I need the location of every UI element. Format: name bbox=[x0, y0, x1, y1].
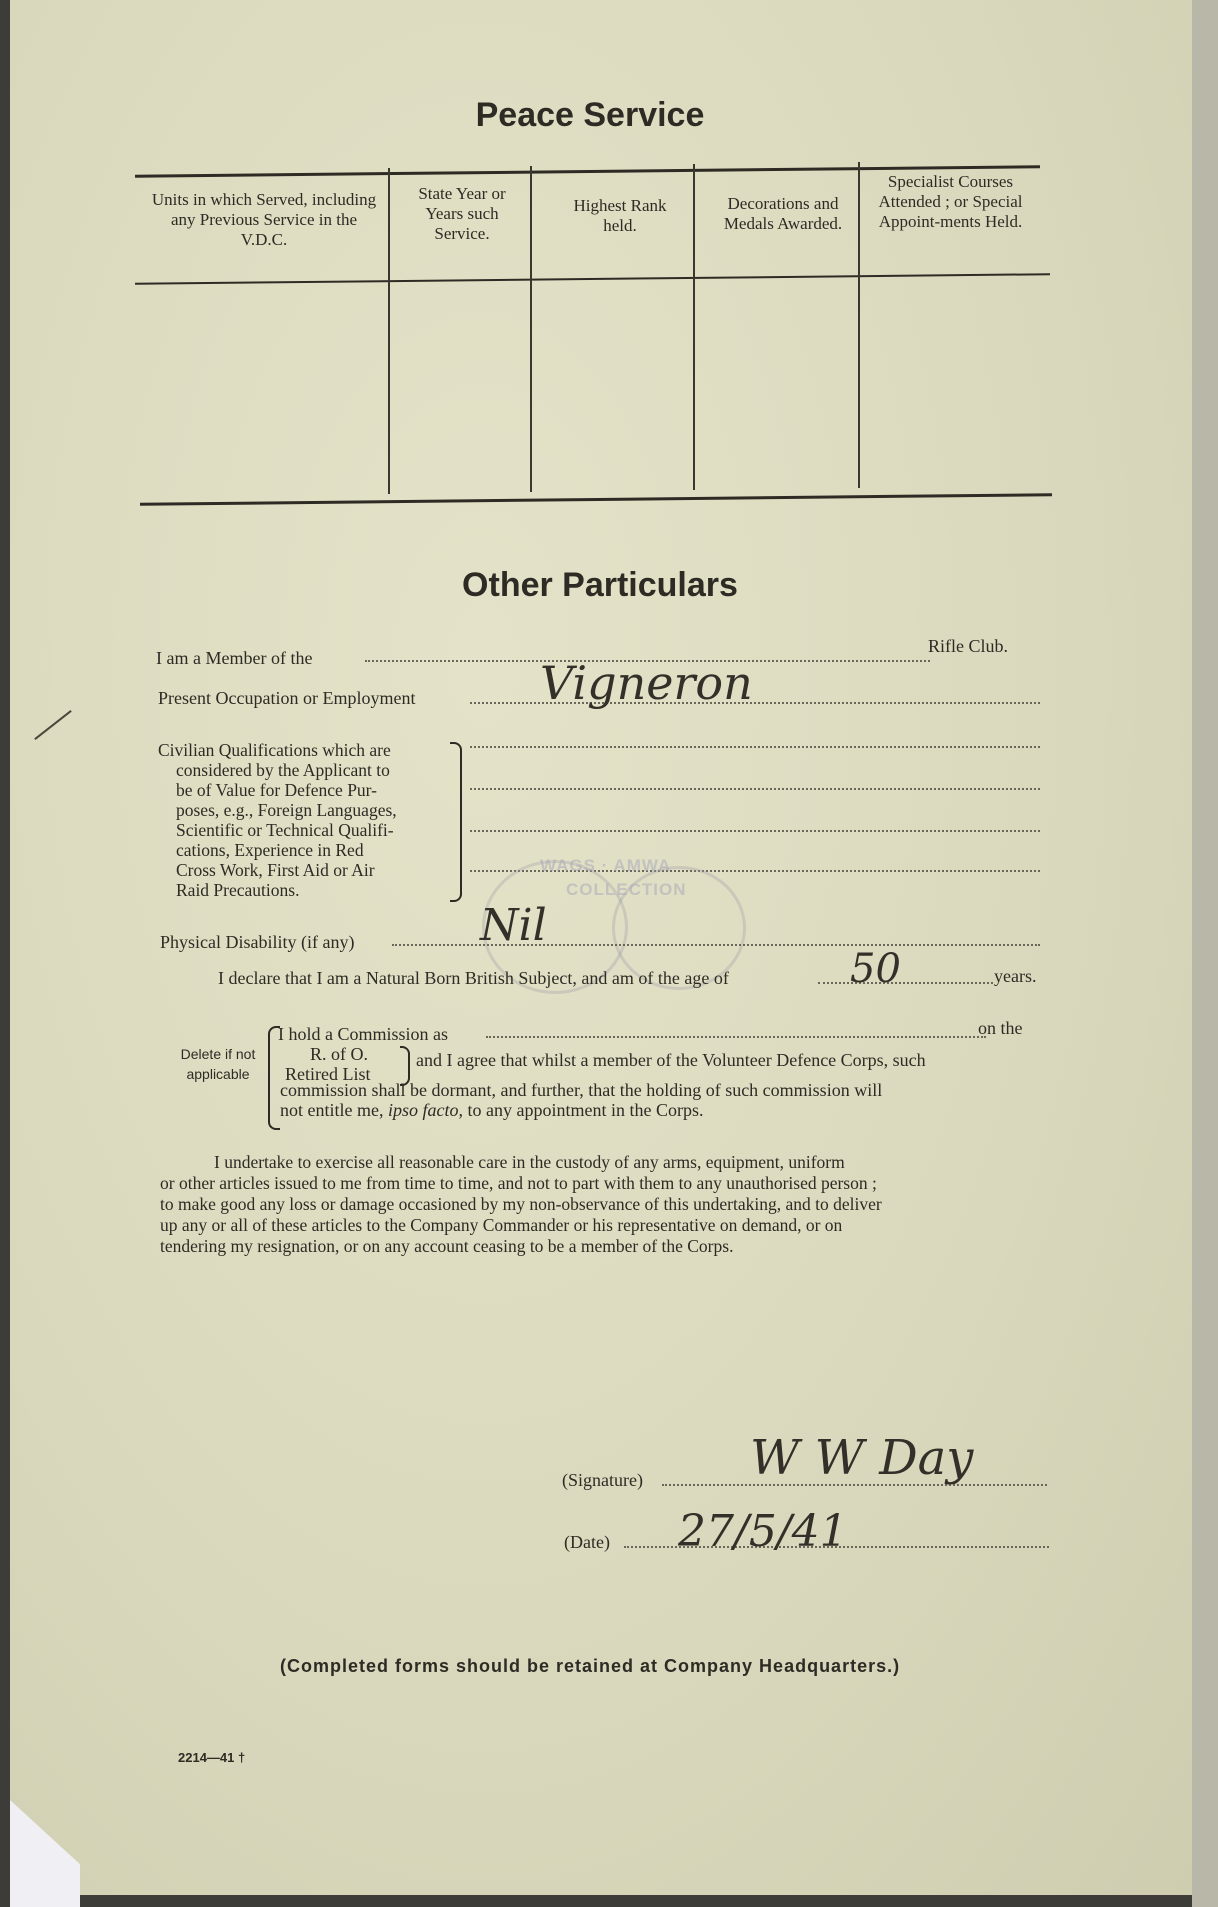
table-bottom-rule bbox=[140, 493, 1052, 506]
col-header-specialist: Specialist Courses Attended ; or Special Appoint-ments Held. bbox=[878, 172, 1023, 231]
age-field[interactable] bbox=[818, 982, 993, 984]
table-col-divider bbox=[388, 168, 390, 494]
commission-line-4 bbox=[280, 1100, 703, 1121]
undertaking-line: to make good any loss or damage occasioned by my non-observance of this undertaking, and to deliver bbox=[160, 1194, 882, 1214]
qual-line: Cross Work, First Aid or Air bbox=[176, 860, 375, 880]
date-label: (Date) bbox=[564, 1532, 610, 1552]
watermark-text: COLLECTION bbox=[566, 880, 687, 899]
commission-line-3: commission shall be dormant, and further, that the holding of such commission will bbox=[280, 1080, 883, 1100]
table-col-divider bbox=[693, 164, 695, 490]
undertaking-line: tendering my resignation, or on any account ceasing to be a member of the Corps. bbox=[160, 1236, 734, 1256]
qualifications-field-2[interactable] bbox=[470, 788, 1040, 790]
declaration-text: I declare that I am a Natural Born British Subject, and am of the age of bbox=[218, 968, 729, 988]
delete-note: Delete if not applicable bbox=[180, 1046, 256, 1082]
scan-background-strip bbox=[1192, 0, 1218, 1907]
qualifications-field-3[interactable] bbox=[470, 830, 1040, 832]
commission-line-4-italic: ipso facto, bbox=[387, 1100, 463, 1120]
commission-line-4-post: to any appointment in the Corps. bbox=[467, 1100, 704, 1120]
occupation-label: Present Occupation or Employment bbox=[158, 688, 416, 708]
undertaking-line: I undertake to exercise all reasonable care in the custody of any arms, equipment, uniform bbox=[214, 1152, 845, 1172]
commission-agree: and I agree that whilst a member of the Volunteer Defence Corps, such bbox=[416, 1050, 926, 1070]
commission-field[interactable] bbox=[486, 1036, 986, 1038]
qual-line: Civilian Qualifications which are bbox=[158, 740, 391, 760]
disability-label: Physical Disability (if any) bbox=[160, 932, 355, 952]
date-handwritten: 27/5/41 bbox=[678, 1506, 848, 1557]
undertaking-paragraph bbox=[160, 1152, 1040, 1257]
qual-line: be of Value for Defence Pur- bbox=[176, 780, 377, 800]
signature-label: (Signature) bbox=[562, 1470, 643, 1490]
other-particulars-title: Other Particulars bbox=[462, 566, 738, 604]
member-label: I am a Member of the bbox=[156, 648, 313, 668]
undertaking-line: or other articles issued to me from time to time, and not to part with them to any unauthorised person ; bbox=[160, 1173, 877, 1193]
form-page bbox=[10, 0, 1192, 1895]
footer-note: (Completed forms should be retained at Company Headquarters.) bbox=[280, 1656, 901, 1676]
watermark-text: WAGS · AMWA bbox=[540, 856, 672, 875]
table-col-divider bbox=[530, 166, 532, 492]
col-header-units: Units in which Served, including any Previous Service in the V.D.C. bbox=[151, 190, 377, 249]
option-retired-list: Retired List bbox=[285, 1064, 371, 1084]
table-header-rule bbox=[135, 273, 1050, 285]
margin-tick-mark bbox=[34, 710, 71, 740]
col-header-rank: Highest Rank held. bbox=[573, 196, 667, 235]
col-header-years: State Year or Years such Service. bbox=[418, 184, 506, 243]
commission-line-4-pre: not entitle me, bbox=[280, 1100, 384, 1120]
form-number: 2214—41 † bbox=[178, 1750, 246, 1765]
qual-line: cations, Experience in Red bbox=[176, 840, 364, 860]
qual-line: considered by the Applicant to bbox=[176, 760, 390, 780]
occupation-handwritten: Vigneron bbox=[540, 656, 753, 710]
on-the-label: on the bbox=[978, 1018, 1023, 1038]
rifle-club-label: Rifle Club. bbox=[928, 636, 1008, 656]
col-header-decorations: Decorations and Medals Awarded. bbox=[723, 194, 843, 233]
qual-line: Raid Precautions. bbox=[176, 880, 300, 900]
years-label: years. bbox=[994, 966, 1037, 986]
option-r-of-o: R. of O. bbox=[310, 1044, 368, 1064]
signature-handwritten: W W Day bbox=[750, 1430, 974, 1486]
disability-handwritten: Nil bbox=[480, 900, 547, 951]
qual-line: Scientific or Technical Qualifi- bbox=[176, 820, 394, 840]
peace-service-title: Peace Service bbox=[475, 96, 705, 134]
qualifications-brace bbox=[450, 742, 462, 902]
age-handwritten: 50 bbox=[850, 946, 901, 992]
qualifications-field-1[interactable] bbox=[470, 746, 1040, 748]
undertaking-line: up any or all of these articles to the Company Commander or his representative on demand, or on bbox=[160, 1215, 843, 1235]
commission-line-1: I hold a Commission as bbox=[278, 1024, 448, 1044]
qual-line: poses, e.g., Foreign Languages, bbox=[176, 800, 397, 820]
qualifications-label bbox=[158, 740, 458, 900]
